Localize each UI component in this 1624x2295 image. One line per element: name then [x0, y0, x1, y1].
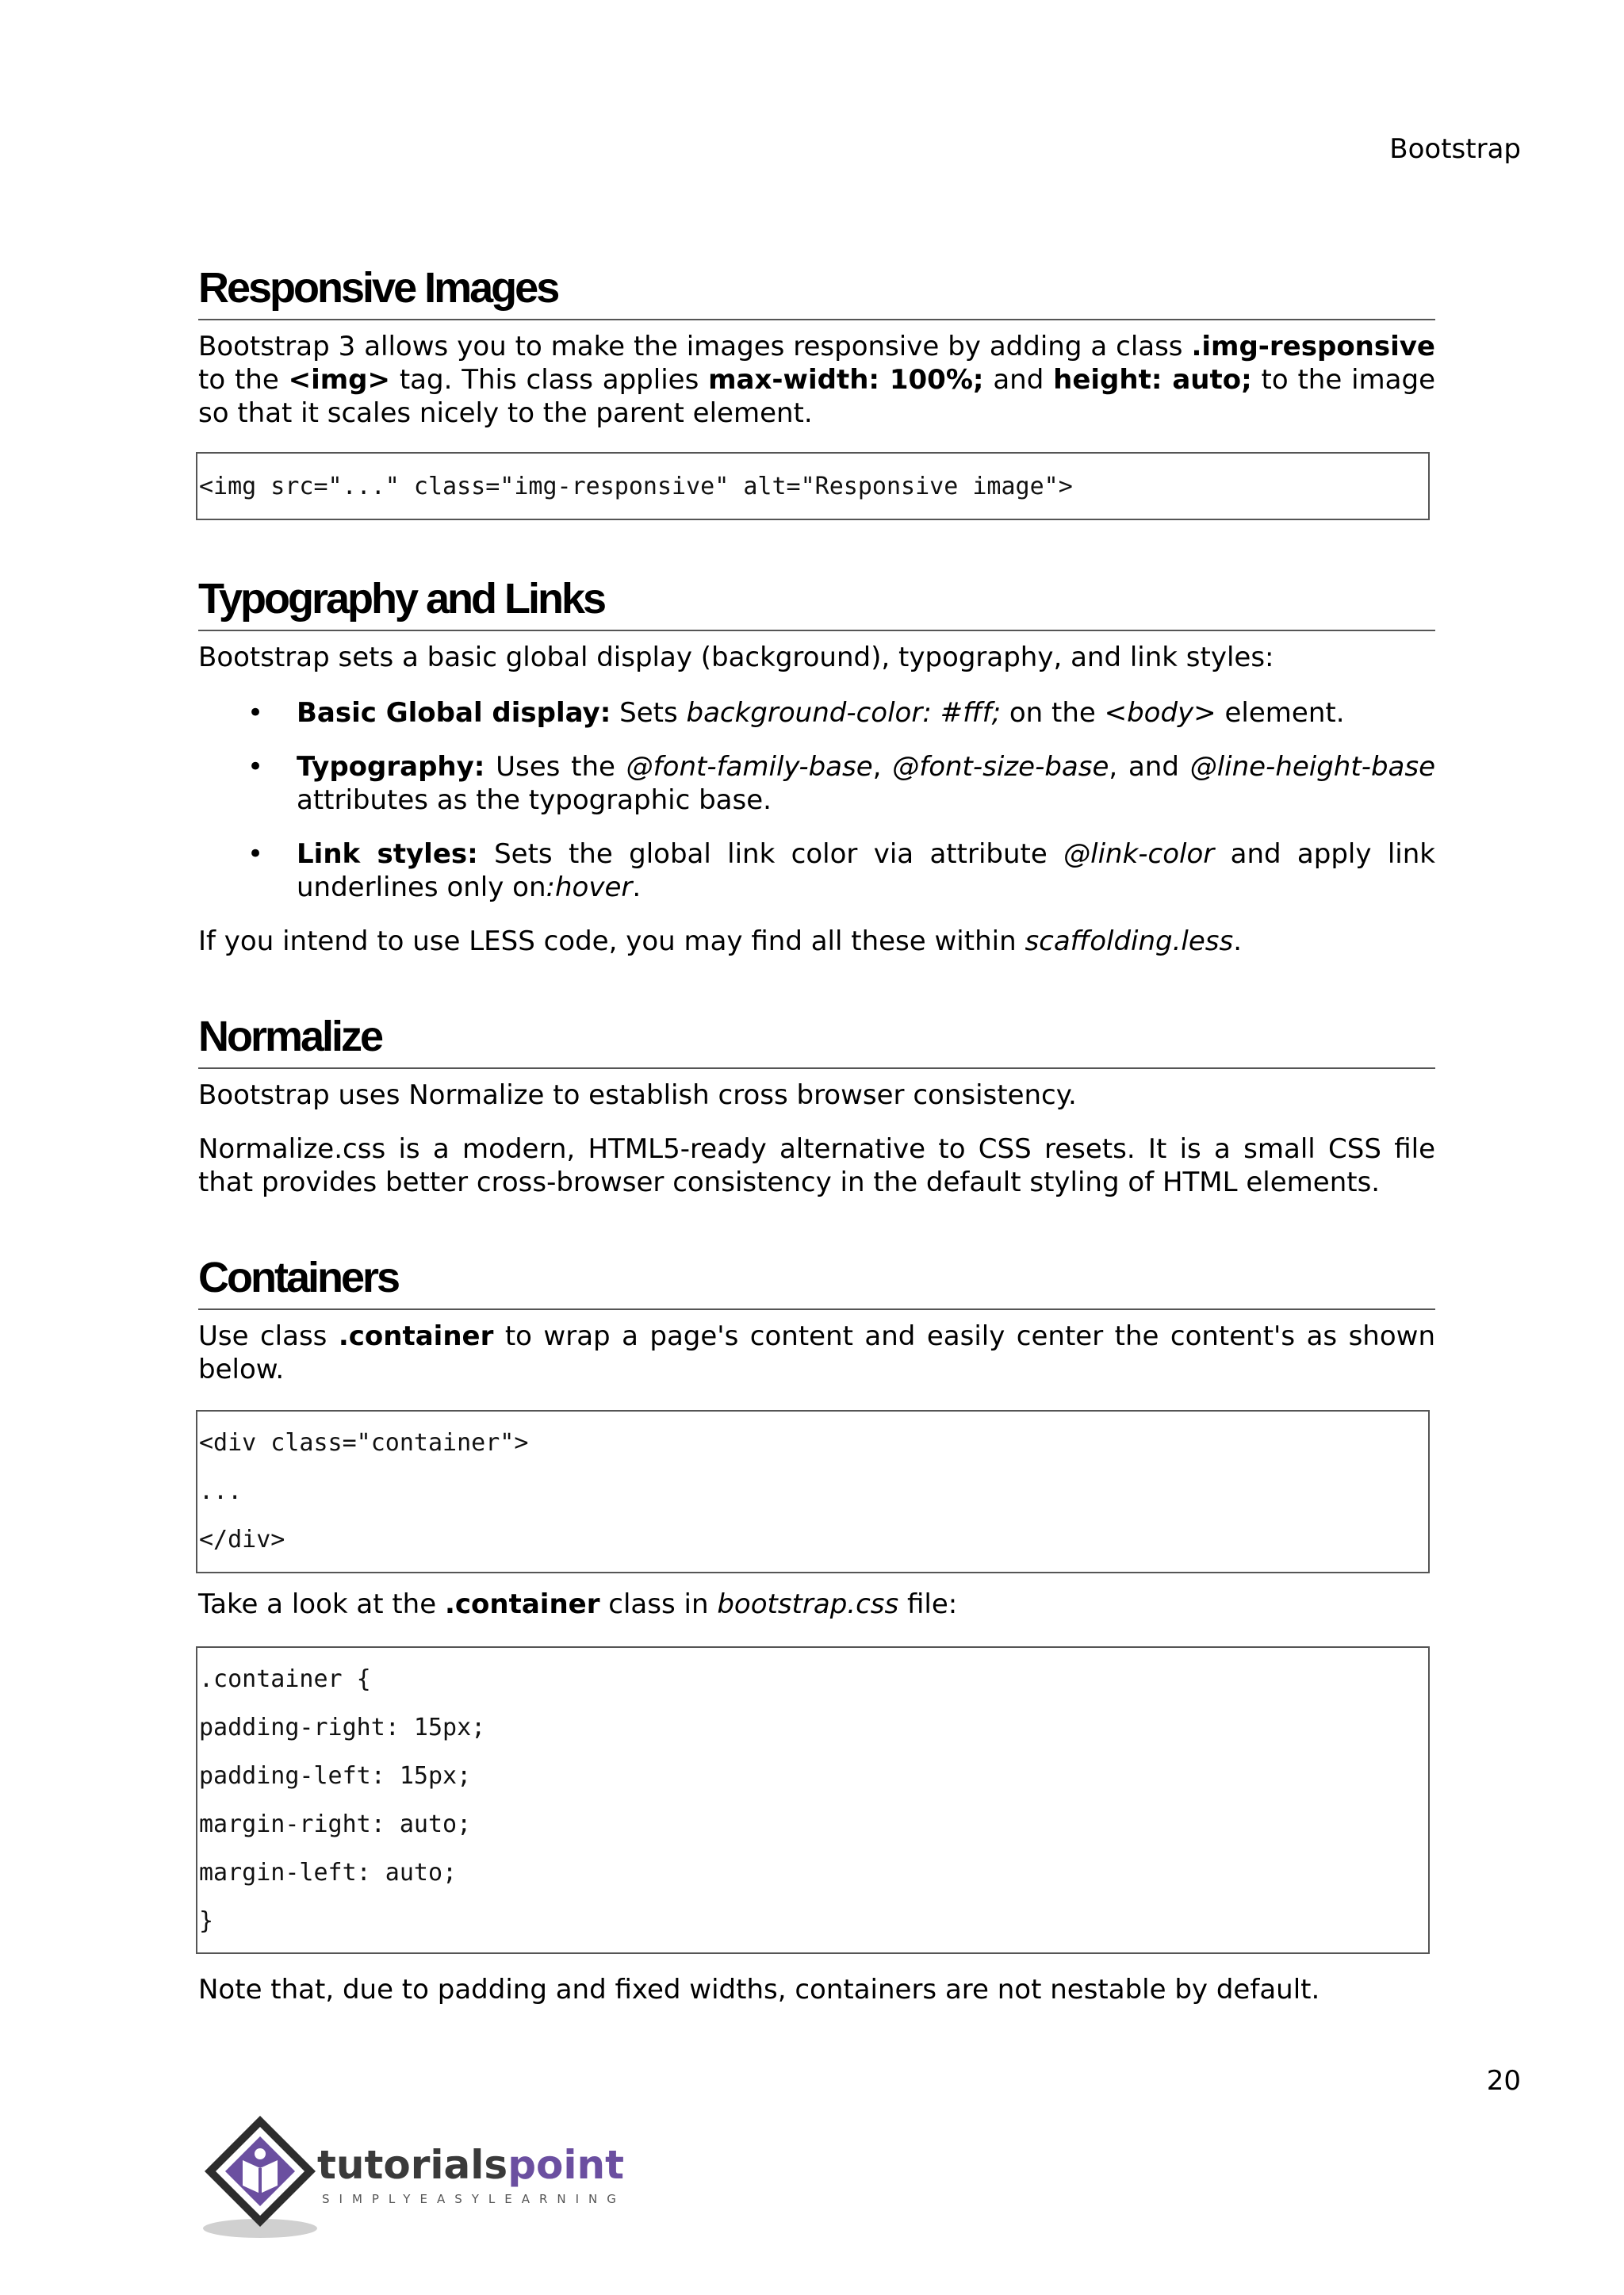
text-run: element.	[1216, 697, 1345, 729]
bold-run: Basic Global display:	[297, 697, 611, 729]
bold-run: .container	[444, 1588, 600, 1620]
code-line: padding-right: 15px;	[199, 1714, 486, 1741]
text-run: class in	[599, 1588, 718, 1620]
italic-run: @link-color	[1063, 838, 1215, 870]
italic-run: background-color: #fff;	[686, 697, 1002, 729]
bullet-marker: •	[247, 751, 264, 783]
text-run: If you intend to use LESS code, you may find all these within	[198, 925, 1025, 957]
text-run: tag. This class applies	[390, 364, 709, 396]
section-title: Responsive Images	[198, 262, 1435, 320]
code-line: margin-left: auto;	[199, 1859, 458, 1887]
text-run: Uses the	[485, 751, 626, 783]
text-run: and	[983, 364, 1054, 396]
code-line: <img src="..." class="img-responsive" alt="Responsive image">	[199, 473, 1073, 500]
logo-wordmark	[317, 2143, 624, 2187]
section-typography-links	[198, 573, 1436, 957]
italic-run: :hover	[546, 872, 633, 903]
running-header: Bootstrap	[1389, 133, 1521, 165]
paragraph: Normalize.css is a modern, HTML5-ready alternative to CSS resets. It is a small CSS file that provides better cross-browser consistency in the default styling of HTML elements.	[198, 1133, 1435, 1198]
code-line: }	[199, 1907, 214, 1935]
code-line: <div class="container">	[199, 1429, 529, 1457]
bold-run: Link styles:	[297, 838, 478, 870]
code-line: .container {	[199, 1665, 371, 1693]
text-run: Bootstrap 3 allows you to make the images responsive by adding a class	[198, 331, 1192, 362]
text-run: to the image so that it scales nicely to the parent element.	[198, 364, 1435, 429]
text-run: file:	[898, 1588, 958, 1620]
code-line: margin-right: auto;	[199, 1810, 472, 1838]
code-line: ...	[199, 1477, 243, 1505]
list-item-text	[297, 837, 1435, 904]
bold-run: .container	[338, 1320, 494, 1352]
text-run: Use class	[198, 1320, 339, 1352]
paragraph	[198, 1320, 1435, 1386]
italic-run: <body>	[1104, 697, 1216, 729]
list-item-text	[297, 750, 1435, 817]
code-line: padding-left: 15px;	[199, 1762, 472, 1790]
logo-tagline: SIMPLYEASYLEARNING	[322, 2192, 626, 2206]
text-run: ,	[872, 751, 893, 783]
code-block	[196, 452, 1430, 520]
text-run: Take a look at the	[198, 1588, 445, 1620]
text-run: to the	[198, 364, 289, 396]
code-block	[196, 1410, 1430, 1573]
text-run: and apply link underlines only on	[297, 838, 1435, 903]
bold-run: max-width: 100%;	[708, 364, 984, 396]
text-run: attributes as the typographic base.	[297, 784, 772, 816]
section-containers	[198, 1251, 1435, 2006]
section-title: Containers	[198, 1251, 1435, 1310]
italic-run: bootstrap.css	[717, 1588, 899, 1620]
section-responsive-images	[198, 262, 1435, 500]
bullet-marker: •	[247, 838, 264, 870]
text-run: on the	[1001, 697, 1105, 729]
code-block	[196, 1646, 1430, 1954]
paragraph: Bootstrap uses Normalize to establish cross browser consistency.	[198, 1079, 1077, 1111]
paragraph: Bootstrap sets a basic global display (background), typography, and link styles:	[198, 642, 1274, 673]
bold-run: Typography:	[297, 751, 485, 783]
paragraph: Note that, due to padding and fixed widths, containers are not nestable by default.	[198, 1974, 1320, 2006]
section-title: Typography and Links	[198, 573, 1435, 631]
text-run: .	[632, 872, 642, 903]
italic-run: @font-family-base	[626, 751, 873, 783]
section-title: Normalize	[198, 1010, 1435, 1069]
logo-word-tutorials: tutorials	[317, 2142, 508, 2188]
bold-run: height: auto;	[1053, 364, 1252, 396]
text-run: , and	[1109, 751, 1190, 783]
italic-run: @line-height-base	[1189, 751, 1436, 783]
paragraph	[198, 1588, 1435, 1621]
bullet-marker: •	[247, 697, 264, 729]
bold-run: .img-responsive	[1191, 331, 1435, 362]
section-normalize	[198, 1010, 1435, 1199]
list-item-text	[297, 696, 1435, 730]
paragraph	[198, 925, 1435, 958]
text-run: Sets	[611, 697, 687, 729]
tutorialspoint-logo	[197, 2109, 641, 2244]
code-line: </div>	[199, 1526, 285, 1554]
italic-run: @font-size-base	[892, 751, 1109, 783]
paragraph	[198, 330, 1435, 430]
page-number: 20	[1486, 2065, 1521, 2097]
text-run: to wrap a page's content and easily center the content's as shown below.	[198, 1320, 1435, 1385]
text-run: Sets the global link color via attribute	[477, 838, 1064, 870]
logo-diamond-icon	[197, 2109, 331, 2244]
logo-word-point: point	[508, 2142, 624, 2188]
text-run: .	[1233, 925, 1243, 957]
italic-run: scaffolding.less	[1025, 925, 1234, 957]
bold-run: <img>	[288, 364, 390, 396]
